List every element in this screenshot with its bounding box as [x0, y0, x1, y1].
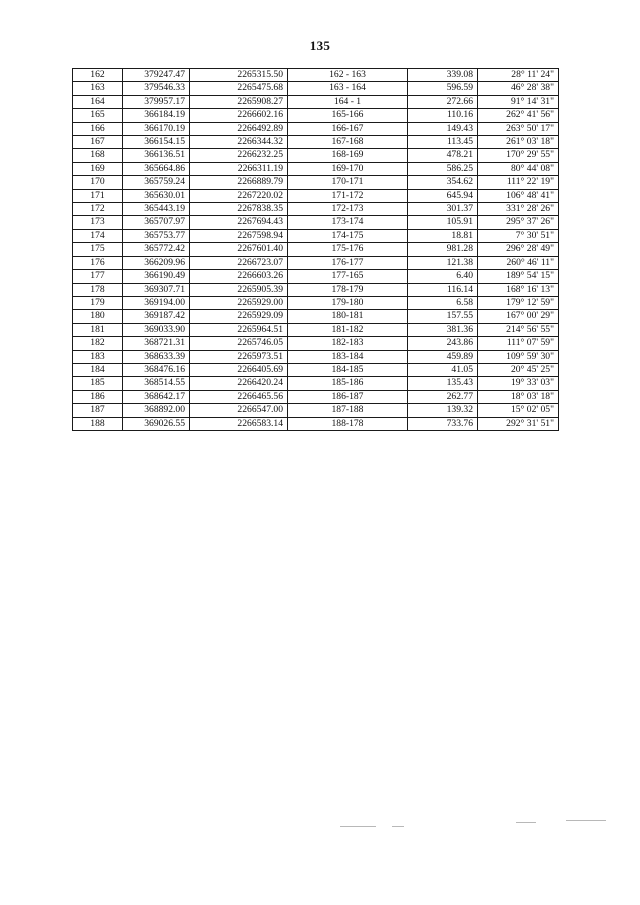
segment-cell: 184-185 [288, 363, 408, 376]
bearing-cell: 331° 28' 26" [478, 203, 559, 216]
x-coordinate-cell: 368642.17 [123, 390, 190, 403]
y-coordinate-cell: 2266232.25 [190, 149, 288, 162]
x-coordinate-cell: 366190.49 [123, 270, 190, 283]
point-number-cell: 175 [73, 243, 123, 256]
segment-cell: 177-165 [288, 270, 408, 283]
bearing-cell: 296° 28' 49" [478, 243, 559, 256]
distance-cell: 272.66 [408, 95, 478, 108]
table-row [73, 82, 559, 95]
table-row [73, 189, 559, 202]
y-coordinate-cell: 2265973.51 [190, 350, 288, 363]
y-coordinate-cell: 2267601.40 [190, 243, 288, 256]
point-number-cell: 163 [73, 82, 123, 95]
y-coordinate-cell: 2266547.00 [190, 404, 288, 417]
y-coordinate-cell: 2266723.07 [190, 256, 288, 269]
segment-cell: 169-170 [288, 162, 408, 175]
point-number-cell: 176 [73, 256, 123, 269]
segment-cell: 166-167 [288, 122, 408, 135]
x-coordinate-cell: 366184.19 [123, 109, 190, 122]
distance-cell: 135.43 [408, 377, 478, 390]
distance-cell: 105.91 [408, 216, 478, 229]
table-row [73, 270, 559, 283]
bearing-cell: 292° 31' 51" [478, 417, 559, 430]
distance-cell: 243.86 [408, 337, 478, 350]
table-row [73, 283, 559, 296]
x-coordinate-cell: 369033.90 [123, 323, 190, 336]
y-coordinate-cell: 2266602.16 [190, 109, 288, 122]
x-coordinate-cell: 366209.96 [123, 256, 190, 269]
table-row [73, 363, 559, 376]
table-row [73, 203, 559, 216]
table-row [73, 256, 559, 269]
point-number-cell: 171 [73, 189, 123, 202]
bearing-cell: 295° 37' 26" [478, 216, 559, 229]
bearing-cell: 262° 41' 56" [478, 109, 559, 122]
distance-cell: 645.94 [408, 189, 478, 202]
point-number-cell: 167 [73, 136, 123, 149]
table-row [73, 109, 559, 122]
bearing-cell: 106° 48' 41" [478, 189, 559, 202]
segment-cell: 188-178 [288, 417, 408, 430]
segment-cell: 176-177 [288, 256, 408, 269]
segment-cell: 164 - 1 [288, 95, 408, 108]
scan-artifact [340, 826, 376, 827]
distance-cell: 262.77 [408, 390, 478, 403]
table-row [73, 390, 559, 403]
table-row [73, 176, 559, 189]
segment-cell: 168-169 [288, 149, 408, 162]
x-coordinate-cell: 369026.55 [123, 417, 190, 430]
point-number-cell: 185 [73, 377, 123, 390]
point-number-cell: 170 [73, 176, 123, 189]
bearing-cell: 80° 44' 08" [478, 162, 559, 175]
segment-cell: 182-183 [288, 337, 408, 350]
distance-cell: 6.58 [408, 296, 478, 309]
segment-cell: 175-176 [288, 243, 408, 256]
segment-cell: 186-187 [288, 390, 408, 403]
table-row [73, 310, 559, 323]
x-coordinate-cell: 379546.33 [123, 82, 190, 95]
table-row [73, 149, 559, 162]
y-coordinate-cell: 2265964.51 [190, 323, 288, 336]
segment-cell: 180-181 [288, 310, 408, 323]
scan-artifact [566, 820, 606, 821]
bearing-cell: 20° 45' 25" [478, 363, 559, 376]
segment-cell: 162 - 163 [288, 69, 408, 82]
point-number-cell: 182 [73, 337, 123, 350]
table-row [73, 162, 559, 175]
scan-artifact [516, 822, 536, 823]
distance-cell: 149.43 [408, 122, 478, 135]
segment-cell: 172-173 [288, 203, 408, 216]
bearing-cell: 214° 56' 55" [478, 323, 559, 336]
x-coordinate-cell: 379247.47 [123, 69, 190, 82]
y-coordinate-cell: 2267694.43 [190, 216, 288, 229]
table-row [73, 417, 559, 430]
bearing-cell: 28° 11' 24" [478, 69, 559, 82]
point-number-cell: 172 [73, 203, 123, 216]
point-number-cell: 188 [73, 417, 123, 430]
x-coordinate-cell: 366136.51 [123, 149, 190, 162]
x-coordinate-cell: 366154.15 [123, 136, 190, 149]
point-number-cell: 178 [73, 283, 123, 296]
y-coordinate-cell: 2266603.26 [190, 270, 288, 283]
segment-cell: 163 - 164 [288, 82, 408, 95]
segment-cell: 165-166 [288, 109, 408, 122]
distance-cell: 116.14 [408, 283, 478, 296]
segment-cell: 179-180 [288, 296, 408, 309]
x-coordinate-cell: 365753.77 [123, 229, 190, 242]
segment-cell: 185-186 [288, 377, 408, 390]
x-coordinate-cell: 368476.16 [123, 363, 190, 376]
coordinates-table [72, 68, 559, 431]
point-number-cell: 162 [73, 69, 123, 82]
coordinates-table-body [73, 69, 559, 431]
distance-cell: 6.40 [408, 270, 478, 283]
table-row [73, 350, 559, 363]
y-coordinate-cell: 2267220.02 [190, 189, 288, 202]
bearing-cell: 7° 30' 51" [478, 229, 559, 242]
x-coordinate-cell: 368514.55 [123, 377, 190, 390]
point-number-cell: 164 [73, 95, 123, 108]
segment-cell: 170-171 [288, 176, 408, 189]
x-coordinate-cell: 365630.01 [123, 189, 190, 202]
table-row [73, 337, 559, 350]
point-number-cell: 186 [73, 390, 123, 403]
distance-cell: 354.62 [408, 176, 478, 189]
bearing-cell: 179° 12' 59" [478, 296, 559, 309]
point-number-cell: 179 [73, 296, 123, 309]
bearing-cell: 46° 28' 38" [478, 82, 559, 95]
y-coordinate-cell: 2267598.94 [190, 229, 288, 242]
distance-cell: 339.08 [408, 69, 478, 82]
segment-cell: 167-168 [288, 136, 408, 149]
distance-cell: 733.76 [408, 417, 478, 430]
segment-cell: 178-179 [288, 283, 408, 296]
bearing-cell: 15° 02' 05" [478, 404, 559, 417]
table-row [73, 136, 559, 149]
point-number-cell: 181 [73, 323, 123, 336]
table-row [73, 404, 559, 417]
point-number-cell: 187 [73, 404, 123, 417]
bearing-cell: 19° 33' 03" [478, 377, 559, 390]
y-coordinate-cell: 2266492.89 [190, 122, 288, 135]
y-coordinate-cell: 2266583.14 [190, 417, 288, 430]
x-coordinate-cell: 365759.24 [123, 176, 190, 189]
y-coordinate-cell: 2266405.69 [190, 363, 288, 376]
distance-cell: 157.55 [408, 310, 478, 323]
x-coordinate-cell: 368892.00 [123, 404, 190, 417]
y-coordinate-cell: 2265929.00 [190, 296, 288, 309]
table-row [73, 69, 559, 82]
x-coordinate-cell: 365443.19 [123, 203, 190, 216]
x-coordinate-cell: 365707.97 [123, 216, 190, 229]
distance-cell: 139.32 [408, 404, 478, 417]
y-coordinate-cell: 2266344.32 [190, 136, 288, 149]
bearing-cell: 189° 54' 15" [478, 270, 559, 283]
y-coordinate-cell: 2266420.24 [190, 377, 288, 390]
distance-cell: 121.38 [408, 256, 478, 269]
y-coordinate-cell: 2265315.50 [190, 69, 288, 82]
page-number: 135 [309, 38, 331, 53]
point-number-cell: 180 [73, 310, 123, 323]
distance-cell: 113.45 [408, 136, 478, 149]
bearing-cell: 260° 46' 11" [478, 256, 559, 269]
x-coordinate-cell: 369194.00 [123, 296, 190, 309]
point-number-cell: 165 [73, 109, 123, 122]
x-coordinate-cell: 365772.42 [123, 243, 190, 256]
bearing-cell: 261° 03' 18" [478, 136, 559, 149]
x-coordinate-cell: 366170.19 [123, 122, 190, 135]
distance-cell: 981.28 [408, 243, 478, 256]
point-number-cell: 184 [73, 363, 123, 376]
y-coordinate-cell: 2265905.39 [190, 283, 288, 296]
point-number-cell: 183 [73, 350, 123, 363]
bearing-cell: 109° 59' 30" [478, 350, 559, 363]
segment-cell: 181-182 [288, 323, 408, 336]
x-coordinate-cell: 379957.17 [123, 95, 190, 108]
distance-cell: 586.25 [408, 162, 478, 175]
table-row [73, 95, 559, 108]
y-coordinate-cell: 2265929.09 [190, 310, 288, 323]
distance-cell: 459.89 [408, 350, 478, 363]
y-coordinate-cell: 2266465.56 [190, 390, 288, 403]
point-number-cell: 173 [73, 216, 123, 229]
x-coordinate-cell: 368721.31 [123, 337, 190, 350]
segment-cell: 183-184 [288, 350, 408, 363]
point-number-cell: 177 [73, 270, 123, 283]
bearing-cell: 18° 03' 18" [478, 390, 559, 403]
y-coordinate-cell: 2266889.79 [190, 176, 288, 189]
y-coordinate-cell: 2265746.05 [190, 337, 288, 350]
bearing-cell: 111° 07' 59" [478, 337, 559, 350]
y-coordinate-cell: 2265908.27 [190, 95, 288, 108]
y-coordinate-cell: 2267838.35 [190, 203, 288, 216]
segment-cell: 171-172 [288, 189, 408, 202]
point-number-cell: 169 [73, 162, 123, 175]
table-row [73, 243, 559, 256]
x-coordinate-cell: 368633.39 [123, 350, 190, 363]
bearing-cell: 168° 16' 13" [478, 283, 559, 296]
table-row [73, 323, 559, 336]
distance-cell: 381.36 [408, 323, 478, 336]
y-coordinate-cell: 2266311.19 [190, 162, 288, 175]
table-row [73, 229, 559, 242]
table-row [73, 377, 559, 390]
x-coordinate-cell: 369187.42 [123, 310, 190, 323]
distance-cell: 301.37 [408, 203, 478, 216]
bearing-cell: 167° 00' 29" [478, 310, 559, 323]
y-coordinate-cell: 2265475.68 [190, 82, 288, 95]
bearing-cell: 111° 22' 19" [478, 176, 559, 189]
segment-cell: 173-174 [288, 216, 408, 229]
segment-cell: 187-188 [288, 404, 408, 417]
table-row [73, 296, 559, 309]
bearing-cell: 170° 29' 55" [478, 149, 559, 162]
table-row [73, 122, 559, 135]
distance-cell: 110.16 [408, 109, 478, 122]
bearing-cell: 263° 50' 17" [478, 122, 559, 135]
point-number-cell: 174 [73, 229, 123, 242]
x-coordinate-cell: 365664.86 [123, 162, 190, 175]
segment-cell: 174-175 [288, 229, 408, 242]
point-number-cell: 166 [73, 122, 123, 135]
bearing-cell: 91° 14' 31" [478, 95, 559, 108]
distance-cell: 478.21 [408, 149, 478, 162]
distance-cell: 41.05 [408, 363, 478, 376]
point-number-cell: 168 [73, 149, 123, 162]
x-coordinate-cell: 369307.71 [123, 283, 190, 296]
distance-cell: 596.59 [408, 82, 478, 95]
scan-artifact [392, 826, 404, 827]
table-row [73, 216, 559, 229]
distance-cell: 18.81 [408, 229, 478, 242]
